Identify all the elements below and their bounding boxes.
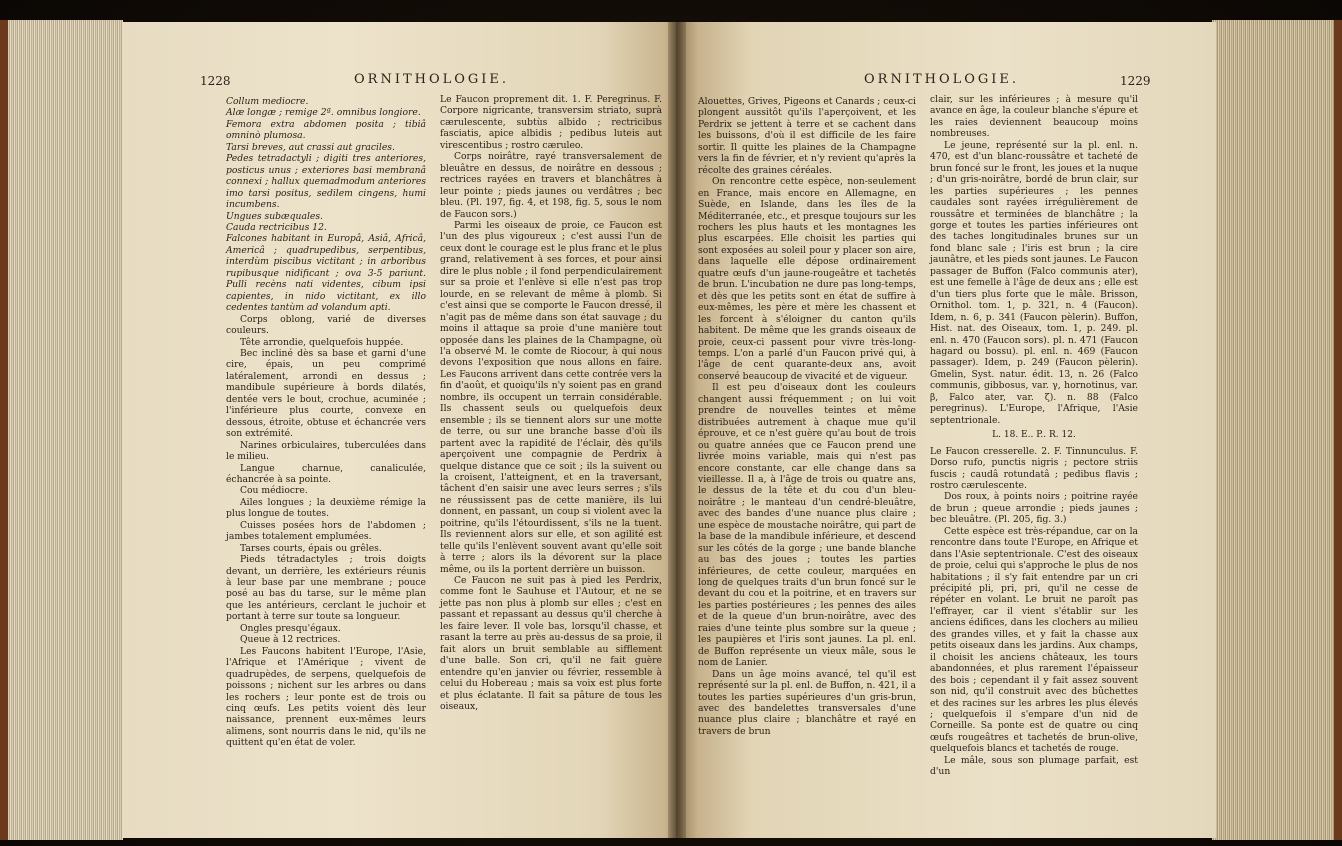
text-column-2 bbox=[440, 94, 662, 712]
paragraph: Alouettes, Grives, Pigeons et Canards ; ceux-ci plongent aussitôt qu'ils l'aperçoivent, et les Perdrix se jettent à terre et se cachent dans les buissons, d'où il est difficile de les faire sortir. Il quitte les plaines de la Champagne vers la fin de février, et n'y revient qu'après la récolte des graines céréales. bbox=[698, 96, 916, 176]
paragraph: Corps oblong, varié de diverses couleurs. bbox=[226, 313, 426, 337]
paragraph: L. 18. E.. P.. R. 12. bbox=[992, 430, 1076, 441]
text-column-2 bbox=[930, 94, 1138, 778]
page-number: 1228 bbox=[200, 74, 231, 88]
running-head: ORNITHOLOGIE. bbox=[864, 72, 1020, 87]
page-block-left bbox=[8, 20, 123, 840]
paragraph: Dans un âge moins avancé, tel qu'il est représenté sur la pl. enl. de Buffon, n. 421, il a toutes les parties supérieures d'un gris-brun, avec des bandelettes transversales d'une nuance plus claire ; blanchâtre et rayé en travers de brun bbox=[698, 668, 916, 737]
paragraph: On rencontre cette espèce, non-seulement en France, mais encore en Allemagne, en Suède, en Islande, dans les îles de la Méditerranée, etc., et presque toujours sur les rochers les plus hauts et les montagnes les plus escarpées. Elle choisit les parties qui sont exposées au soleil pour y placer son aire, dans laquelle elle dépose ordinairement quatre œufs d'un jaune-rougeâtre et tachetés de brun. L'incubation ne dure pas long-temps, et dès que les petits sont en état de suffire à eux-mêmes, les père et mère les chassent et les forcent à s'éloigner du canton qu'ils habitent. De même que les grands oiseaux de proie, ceux-ci passent pour vivre très-long-temps. L'on a parlé d'un Faucon privé qui, à l'âge de cent quarante-deux ans, avoit conservé beaucoup de vivacité et de vigueur. bbox=[698, 176, 916, 382]
paragraph: Il est peu d'oiseaux dont les couleurs changent aussi fréquemment ; on lui voit prendre de nouvelles teintes et même distribuées autrement à chaque mue qu'il éprouve, et ce n'est guère qu'au bout de trois ou quatre années que ce Faucon prend une livrée moins variable, mais qui n'est pas encore constante, car elle change dans sa vieillesse. Il a, à l'âge de trois ou quatre ans, le dessus de la tête et du cou d'un bleu-noirâtre ; le manteau d'un cendré-bleuâtre, avec des bandes d'une nuance plus claire ; une espèce de moustache noirâtre, qui part de la base de la mandibule inférieure, et descend sur les côtés de la gorge ; une bande blanche au bas des joues ; toutes les parties inférieures, de cette couleur, marquées en long de quelques traits d'un brun foncé sur le devant du cou et la poitrine, et en travers sur les parties postérieures ; les pennes des ailes et de la queue d'un brun-noirâtre, avec des raies d'une teinte plus sombre sur la queue ; les paupières et l'iris sont jaunes. La pl. enl. de Buffon représente un vieux mâle, sous le nom de Lanier. bbox=[698, 382, 916, 669]
paragraph: Ungues subæquales. bbox=[226, 210, 323, 222]
paragraph: Ongles presqu'égaux. bbox=[240, 622, 341, 634]
paragraph: Queue à 12 rectrices. bbox=[240, 634, 341, 646]
paragraph: Tarses courts, épais ou grêles. bbox=[240, 542, 382, 554]
text-column-1 bbox=[698, 96, 916, 737]
paragraph: Cauda rectricibus 12. bbox=[226, 221, 327, 233]
paragraph: Narines orbiculaires, tuberculées dans le milieu. bbox=[226, 439, 426, 463]
paragraph: Le Faucon cresserelle. 2. F. Tinnunculus. F. Dorso rufo, punctis nigris ; pectore striis fuscis ; caudâ rotundatâ ; pedibus flavis ; rostro cærulescente. bbox=[930, 445, 1138, 491]
paragraph: Collum mediocre. bbox=[226, 96, 309, 107]
paragraph: Langue charnue, canaliculée, échancrée à sa pointe. bbox=[226, 462, 426, 485]
paragraph: Dos roux, à points noirs ; poitrine rayée de brun ; queue arrondie ; pieds jaunes ; bec bleuâtre. (Pl. 205, fig. 3.) bbox=[930, 491, 1138, 526]
paragraph: Cuisses posées hors de l'abdomen ; jambes totalement emplumées. bbox=[226, 519, 426, 543]
paragraph: Cette espèce est très-répandue, car on la rencontre dans toute l'Europe, en Afrique et dans l'Asie septentrionale. C'est des oiseaux de proie, celui qui s'approche le plus de nos habitations ; il s'y fait entendre par un cri précipité pli, pri, pri, qu'il ne cesse de répéter en volant. Le bruit ne paroît pas l'effrayer, car il vient s'établir sur les anciens édifices, dans les clochers au milieu des grandes villes, et y fait la chasse aux petits oiseaux dans les jardins. Aux champs, il choisit les anciens châteaux, les tours abandonnées, et plus rarement l'épaisseur des bois ; cependant il y fait assez souvent son nid, qu'il construit avec des bûchettes et des racines sur les arbres les plus élevés ; quelquefois il s'empare d'un nid de Corneille. Sa ponte est de quatre ou cinq œufs rougeâtres et tachetés de brun-olive, quelquefois blancs et tachetés de rouge. bbox=[930, 525, 1138, 755]
text-column-1 bbox=[226, 96, 426, 749]
paragraph: Le mâle, sous son plumage parfait, est d'un bbox=[930, 754, 1138, 778]
right-page bbox=[676, 22, 1216, 838]
paragraph: Cou médiocre. bbox=[240, 485, 308, 497]
paragraph: Le Faucon proprement dit. 1. F. Peregrinus. F. Corpore nigricante, transversim striato, suprà cærulescente, subtùs albido ; rectricibus fasciatis, apice albidis ; pedibus luteis aut virescentibus ; rostro cæruleo. bbox=[440, 94, 662, 151]
paragraph: Femora extra abdomen posita ; tibiâ omninò plumosa. bbox=[226, 118, 426, 142]
page-number: 1229 bbox=[1120, 74, 1151, 88]
paragraph: Le jeune, représenté sur la pl. enl. n. 470, est d'un blanc-roussâtre et tacheté de brun foncé sur le front, les joues et la nuque ; d'un gris-noirâtre, bordé de brun clair, sur les parties supérieures ; les pennes caudales sont rayées irrégulièrement de roussâtre et terminées de blanchâtre ; la gorge et toutes les parties inférieures ont des taches longitudinales brunes sur un fond blanc sale ; l'iris est brun ; la cire jaunâtre, et les pieds sont jaunes. Le Faucon passager de Buffon (Falco communis ater), est une femelle à l'âge de deux ans ; elle est d'un tiers plus forte que le mâle. Brisson, Ornithol. tom. 1, p. 321, n. 4 (Faucon). Idem, n. 6, p. 341 (Faucon pèlerin). Buffon, Hist. nat. des Oiseaux, tom. 1, p. 249. pl. enl. n. 470 (Faucon sors). pl. n. 471 (Faucon hagard ou bossu). pl. enl. n. 469 (Faucon passager). Idem, p. 249 (Faucon pèlerin). Gmelin, Syst. natur. édit. 13, n. 26 (Falco communis, gibbosus, var. γ, hornotinus, var. β, Falco ater, var. ζ). n. 88 (Falco peregrinus). L'Europe, l'Afrique, l'Asie septentrionale. bbox=[930, 139, 1138, 426]
paragraph: Pedes tetradactyli ; digiti tres anteriores, posticus unus ; exteriores basi membranâ connexi ; hallux quemadmodum anteriores imo tarsi positus, sedilem cingens, humi incumbens. bbox=[226, 153, 426, 211]
paragraph: Corps noirâtre, rayé transversalement de bleuâtre en dessus, de noirâtre en dessous ; rectrices rayées en travers et blanchâtres à leur pointe ; pieds jaunes ou verdâtres ; bec bleu. (Pl. 197, fig. 4, et 198, fig. 5, sous le nom de Faucon sors.) bbox=[440, 151, 662, 220]
paragraph: Pieds tétradactyles ; trois doigts devant, un derrière, les extérieurs réunis à leur base par une membrane ; pouce posé au bas du tarse, sur le même plan que les antérieurs, cerclant le juchoir et portant à terre sur toute sa longueur. bbox=[226, 554, 426, 623]
paragraph: Bec incliné dès sa base et garni d'une cire, épais, un peu comprimé latéralement, arrondi en dessus ; mandibule supérieure à bords dilatés, dentée vers le bout, crochue, acuminée ; l'inférieure plus courte, convexe en dessous, étroite, obtuse et échancrée vers son extrémité. bbox=[226, 347, 426, 440]
paragraph: clair, sur les inférieures ; à mesure qu'il avance en âge, la couleur blanche s'épure et les raies deviennent beaucoup moins nombreuses. bbox=[930, 94, 1139, 140]
paragraph: Tarsi breves, aut crassi aut graciles. bbox=[226, 141, 395, 153]
paragraph: Falcones habitant in Europâ, Asiâ, Africâ, Americâ ; quadrupedibus, serpentibus, interdùm piscibus victitant ; in arboribus rupibusque nidificant ; ova 3-5 pariunt. Pulli recèns nati videntes, cibum ipsi capientes, in nido victitant, ex illo cedentes tantùm ad volandum apti. bbox=[226, 233, 426, 314]
paragraph: Parmi les oiseaux de proie, ce Faucon est l'un des plus vigoureux ; c'est aussi l'un de ceux dont le courage est le plus franc et le plus grand, relativement à ses forces, et pour ainsi dire le plus noble ; il fond perpendiculairement sur sa proie et l'enlève si elle n'est pas trop lourde, en se relevant de même à plomb. Si c'est ainsi que se comporte le Faucon dressé, il n'agit pas de même dans son état sauvage ; du moins il attaque sa proie d'une manière tout opposée dans les plaines de la Champagne, où l'a observé M. le comte de Riocour, à qui nous devons l'exposition que nous allons en faire. Les Faucons arrivent dans cette contrée vers la fin d'août, et quoiqu'ils n'y soient pas en grand nombre, ils occupent un terrain considérable. Ils chassent seuls ou quelquefois deux ensemble ; ils se tiennent alors sur une motte de terre, ou sur une branche basse d'où ils partent avec la rapidité de l'éclair, dès qu'ils aperçoivent une compagnie de Perdrix à quelque distance que ce soit ; ils la suivent ou la croisent, l'atteignent, et en la traversant, tâchent d'en saisir une avec leurs serres ; s'ils ne réussissent pas de cette manière, ils lui donnent, en passant, un coup si violent avec la poitrine, qu'ils l'étourdissent, s'ils ne la tuent. Ils reviennent alors sur elle, et son agilité est telle qu'ils l'enlèvent souvent avant qu'elle soit à terre ; alors ils la dévorent sur la place même, ou ils la portent derrière un buisson. bbox=[440, 219, 662, 575]
paragraph: Ailes longues ; la deuxième rémige la plus longue de toutes. bbox=[226, 496, 426, 520]
paragraph: Les Faucons habitent l'Europe, l'Asie, l'Afrique et l'Amérique ; vivent de quadrupèdes, de serpens, quelquefois de poissons ; nichent sur les arbres ou dans les rochers ; leur ponte est de trois ou cinq œufs. Les petits voient dès leur naissance, prennent eux-mêmes leurs alimens, sont nourris dans le nid, qu'ils ne quittent qu'en état de voler. bbox=[226, 645, 426, 749]
paragraph: Alæ longæ ; remige 2ª. omnibus longiore. bbox=[226, 107, 421, 119]
book-gutter bbox=[668, 22, 686, 838]
running-head: ORNITHOLOGIE. bbox=[354, 72, 510, 87]
paragraph: Tête arrondie, quelquefois huppée. bbox=[240, 336, 404, 348]
left-page bbox=[122, 22, 682, 838]
page-block-right bbox=[1212, 20, 1334, 840]
paragraph: Ce Faucon ne suit pas à pied les Perdrix, comme font le Sauhuse et l'Autour, et ne se jette pas non plus à plomb sur elles ; c'est en passant et repassant au dessus qu'il cherche à les faire lever. Il vole bas, lorsqu'il chasse, et rasant la terre au près au-dessus de sa proie, il fait alors un bruit semblable au sifflement d'une balle. Son cri, qu'il ne fait guère entendre qu'en janvier ou février, ressemble à celui du Hobereau ; mais sa voix est plus forte et plus éclatante. Il fait sa pâture de tous les oiseaux, bbox=[440, 575, 662, 713]
